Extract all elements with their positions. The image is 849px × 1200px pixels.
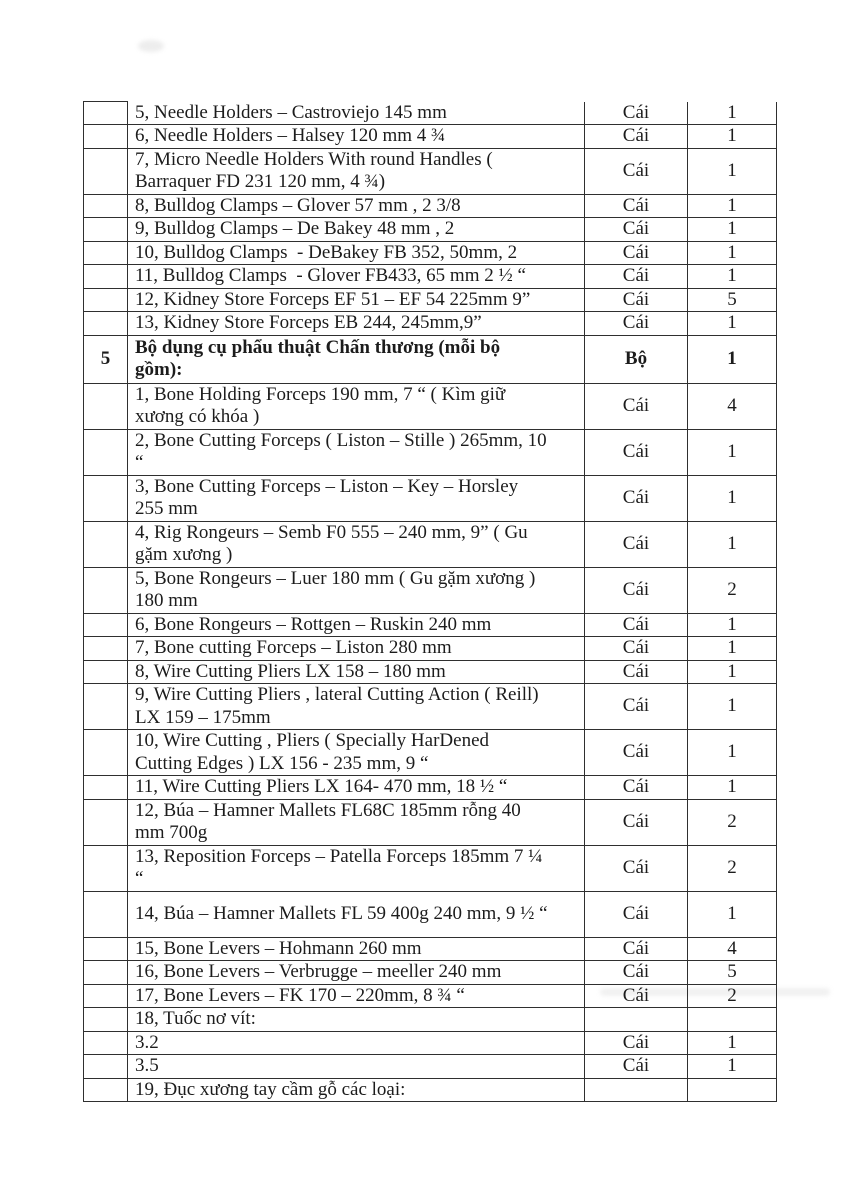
row-number-cell: 5 [84,335,128,383]
description-cell [128,383,585,429]
row-number-cell [84,288,128,312]
row-number-cell [84,475,128,521]
description-cell [128,937,585,961]
description-line: 11, Bulldog Clamps - Glover FB433, 65 mm 2 ½ “ [135,265,526,286]
table-row [84,730,777,776]
description-cell [128,984,585,1008]
description-cell [128,891,585,937]
unit-cell: Cái [585,475,688,521]
unit-cell: Cái [585,613,688,637]
description-line: Bộ dụng cụ phẩu thuật Chấn thương (mỗi bộ [135,336,501,358]
row-number-cell [84,1008,128,1032]
quantity-cell: 1 [688,891,777,937]
description-line: 9, Bulldog Clamps – De Bakey 48 mm , 2 [135,218,455,239]
description-cell [128,265,585,289]
table-row [84,1008,777,1032]
description-line: “ [135,868,144,889]
row-number-cell [84,265,128,289]
quantity-cell: 1 [688,637,777,661]
unit-cell: Cái [585,383,688,429]
unit-cell: Cái [585,799,688,845]
description-line: 10, Bulldog Clamps - DeBakey FB 352, 50mm, 2 [135,241,518,263]
description-line: 11, Wire Cutting Pliers LX 164- 470 mm, 18 ½ “ [135,776,508,797]
description-line: 16, Bone Levers – Verbrugge – meeller 240 mm [135,961,502,982]
quantity-cell: 1 [688,1031,777,1055]
description-cell [128,102,585,125]
unit-cell: Cái [585,984,688,1008]
description-line: 13, Reposition Forceps – Patella Forceps 185mm 7 ¼ [135,845,543,867]
row-number-cell [84,567,128,613]
description-cell [128,148,585,194]
description-cell [128,335,585,383]
quantity-cell: 1 [688,660,777,684]
table-row [84,194,777,218]
row-number-cell [84,684,128,730]
description-line: 19, Đục xương tay cầm gỗ các loại: [135,1078,406,1100]
table-row [84,312,777,336]
description-line: 13, Kidney Store Forceps EB 244, 245mm,9” [135,312,482,333]
quantity-cell: 1 [688,335,777,383]
row-number-cell [84,1055,128,1079]
row-number-cell [84,148,128,194]
description-cell [128,1055,585,1079]
quantity-cell: 1 [688,776,777,800]
row-number-cell [84,961,128,985]
description-cell [128,521,585,567]
table-row [84,288,777,312]
quantity-cell: 1 [688,125,777,149]
row-number-cell [84,312,128,336]
row-number-cell [84,521,128,567]
table-row [84,1078,777,1102]
quantity-cell: 1 [688,613,777,637]
row-number-cell [84,1078,128,1102]
unit-cell: Cái [585,660,688,684]
unit-cell: Cái [585,241,688,265]
unit-cell: Cái [585,218,688,242]
description-line: 1, Bone Holding Forceps 190 mm, 7 “ ( Kìm giữ [135,383,506,405]
description-line: 3.2 [135,1031,159,1053]
description-line: 2, Bone Cutting Forceps ( Liston – Stille ) 265mm, 10 [135,429,547,451]
description-cell [128,845,585,891]
unit-cell: Cái [585,1055,688,1079]
quantity-cell: 4 [688,383,777,429]
quantity-cell: 1 [688,429,777,475]
description-cell [128,799,585,845]
unit-cell: Cái [585,730,688,776]
section-header-row [84,335,777,383]
quantity-cell: 2 [688,845,777,891]
unit-cell: Cái [585,961,688,985]
unit-cell: Cái [585,125,688,149]
row-number-cell [84,102,128,125]
description-line: LX 159 – 175mm [135,706,271,728]
row-number-cell [84,937,128,961]
description-line: 12, Búa – Hamner Mallets FL68C 185mm rỗng 40 [135,799,521,821]
quantity-cell: 5 [688,288,777,312]
description-line: 5, Needle Holders – Castroviejo 145 mm [135,101,447,123]
table-row [84,102,777,125]
table-row [84,984,777,1008]
description-cell [128,660,585,684]
table-row [84,961,777,985]
unit-cell: Cái [585,429,688,475]
table-row [84,241,777,265]
row-number-cell [84,1031,128,1055]
unit-cell [585,1008,688,1032]
quantity-cell [688,1008,777,1032]
description-cell [128,194,585,218]
quantity-cell: 1 [688,218,777,242]
table-row [84,218,777,242]
description-cell [128,241,585,265]
description-line: 8, Bulldog Clamps – Glover 57 mm , 2 3/8 [135,194,461,216]
row-number-cell [84,776,128,800]
description-line: 12, Kidney Store Forceps EF 51 – EF 54 225mm 9” [135,288,531,310]
equipment-table-body [84,102,777,1102]
unit-cell [585,1078,688,1102]
description-line: 9, Wire Cutting Pliers , lateral Cutting Action ( Reill) [135,684,539,705]
description-line: 3.5 [135,1055,159,1076]
row-number-cell [84,383,128,429]
row-number-cell [84,125,128,149]
description-line: 7, Micro Needle Holders With round Handles ( [135,148,493,170]
unit-cell: Cái [585,567,688,613]
row-number-cell [84,891,128,937]
description-line: mm 700g [135,822,208,843]
unit-cell: Cái [585,845,688,891]
description-cell [128,776,585,800]
unit-cell: Cái [585,194,688,218]
unit-cell: Cái [585,288,688,312]
description-line: 255 mm [135,498,198,519]
table-row [84,1055,777,1079]
description-cell [128,961,585,985]
description-line: 7, Bone cutting Forceps – Liston 280 mm [135,637,452,658]
description-line: 10, Wire Cutting , Pliers ( Specially HarDened [135,730,490,751]
table-row [84,845,777,891]
row-number-cell [84,613,128,637]
description-line: gặm xương ) [135,544,233,565]
unit-cell: Cái [585,265,688,289]
description-line: Barraquer FD 231 120 mm, 4 ¾) [135,171,386,192]
row-number-cell [84,637,128,661]
quantity-cell: 2 [688,799,777,845]
unit-cell: Cái [585,776,688,800]
quantity-cell: 2 [688,567,777,613]
quantity-cell: 1 [688,241,777,265]
unit-cell: Cái [585,312,688,336]
description-cell [128,475,585,521]
description-cell [128,1008,585,1032]
description-line: “ [135,452,144,473]
description-line: gồm): [135,359,183,380]
quantity-cell: 1 [688,475,777,521]
quantity-cell: 1 [688,684,777,730]
scan-smudge [138,40,164,52]
description-line: 17, Bone Levers – FK 170 – 220mm, 8 ¾ “ [135,984,465,1006]
description-line: 180 mm [135,590,198,611]
table-row [84,148,777,194]
description-cell [128,125,585,149]
description-cell [128,312,585,336]
row-number-cell [84,194,128,218]
description-line: 6, Bone Rongeurs – Rottgen – Ruskin 240 mm [135,613,492,635]
quantity-cell: 2 [688,984,777,1008]
description-line: 15, Bone Levers – Hohmann 260 mm [135,937,422,959]
quantity-cell: 1 [688,148,777,194]
description-cell [128,637,585,661]
description-line: 3, Bone Cutting Forceps – Liston – Key – Horsley [135,475,519,497]
unit-cell: Cái [585,1031,688,1055]
unit-cell: Bộ [585,335,688,383]
row-number-cell [84,660,128,684]
description-line: Cutting Edges ) LX 156 - 235 mm, 9 “ [135,752,429,774]
table-row [84,660,777,684]
row-number-cell [84,730,128,776]
description-line: 8, Wire Cutting Pliers LX 158 – 180 mm [135,660,446,682]
table-row [84,567,777,613]
table-row [84,265,777,289]
unit-cell: Cái [585,684,688,730]
quantity-cell: 5 [688,961,777,985]
description-line: 6, Needle Holders – Halsey 120 mm 4 ¾ [135,125,446,146]
description-line: 18, Tuốc nơ vít: [135,1008,256,1029]
description-cell [128,288,585,312]
quantity-cell: 1 [688,102,777,125]
unit-cell: Cái [585,102,688,125]
description-line: 4, Rig Rongeurs – Semb F0 555 – 240 mm, 9” ( Gu [135,521,528,543]
quantity-cell: 1 [688,1055,777,1079]
description-cell [128,1078,585,1102]
table-row [84,891,777,937]
row-number-cell [84,218,128,242]
quantity-cell: 1 [688,265,777,289]
equipment-table [83,101,777,1102]
description-cell [128,429,585,475]
description-cell [128,567,585,613]
quantity-cell: 1 [688,312,777,336]
unit-cell: Cái [585,521,688,567]
quantity-cell: 4 [688,937,777,961]
row-number-cell [84,241,128,265]
table-row [84,1031,777,1055]
quantity-cell: 1 [688,194,777,218]
table-row [84,799,777,845]
description-cell [128,684,585,730]
table-row [84,475,777,521]
description-line: xương có khóa ) [135,406,260,427]
table-row [84,429,777,475]
unit-cell: Cái [585,937,688,961]
unit-cell: Cái [585,891,688,937]
description-cell [128,730,585,776]
table-row [84,637,777,661]
unit-cell: Cái [585,637,688,661]
table-row [84,776,777,800]
description-cell [128,613,585,637]
description-line: 5, Bone Rongeurs – Luer 180 mm ( Gu gặm xương ) [135,567,536,589]
quantity-cell: 1 [688,730,777,776]
description-cell [128,218,585,242]
row-number-cell [84,799,128,845]
description-cell [128,1031,585,1055]
table-row [84,937,777,961]
description-line: 14, Búa – Hamner Mallets FL 59 400g 240 mm, 9 ½ “ [135,902,548,924]
row-number-cell [84,845,128,891]
row-number-cell [84,984,128,1008]
unit-cell: Cái [585,148,688,194]
quantity-cell: 1 [688,521,777,567]
table-row [84,521,777,567]
table-row [84,613,777,637]
table-row [84,684,777,730]
row-number-cell [84,429,128,475]
quantity-cell [688,1078,777,1102]
table-row [84,383,777,429]
table-row [84,125,777,149]
